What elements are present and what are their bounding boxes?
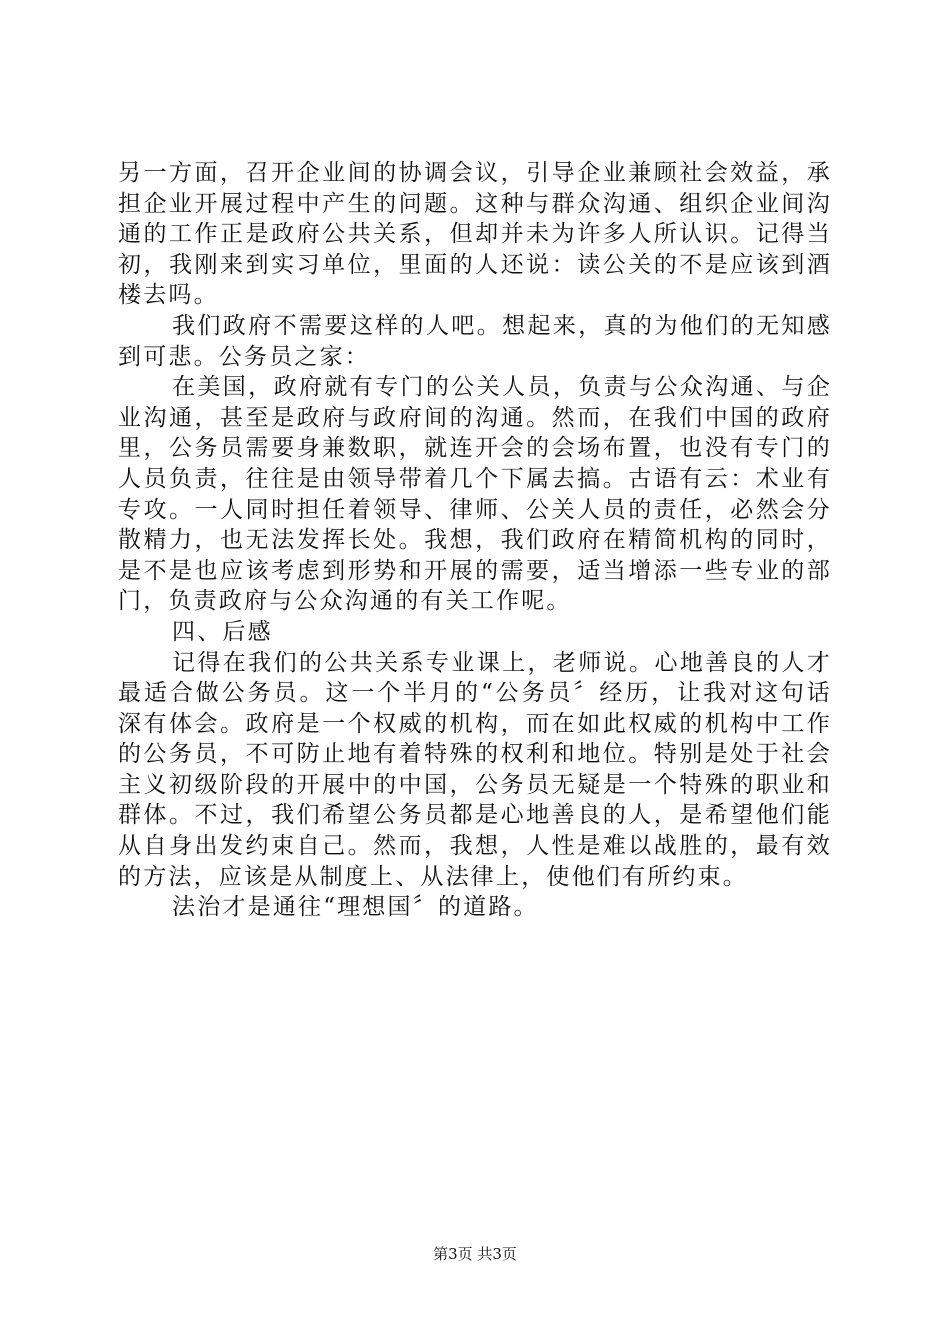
document-body bbox=[118, 158, 832, 923]
paragraph-continuation: 另一方面，召开企业间的协调会议，引导企业兼顾社会效益，承担企业开展过程中产生的问题。这种与群众沟通、组织企业间沟通的工作正是政府公共关系，但却并未为许多人所认识。记得当初，我刚来到实习单位，里面的人还说：读公关的不是应该到酒楼去吗。 bbox=[118, 160, 832, 309]
paragraph: 我们政府不需要这样的人吧。想起来，真的为他们的无知感到可悲。公务员之家： bbox=[118, 312, 832, 370]
paragraph: 记得在我们的公共关系专业课上，老师说。心地善良的人才最适合做公务员。这一个半月的“公务员〞经历，让我对这句话深有体会。政府是一个权威的机构，而在如此权威的机构中工作的公务员，不可防止地有着特殊的权利和地位。特别是处于社会主义初级阶段的开展中的中国，公务员无疑是一个特殊的职业和群体。不过，我们希望公务员都是心地善良的人，是希望他们能从自身出发约束自己。然而，我想，人性是难以战胜的，最有效的方法，应该是从制度上、从法律上，使他们有所约束。 bbox=[118, 649, 832, 890]
section-heading: 四、后感 bbox=[172, 618, 273, 645]
page-number-footer: 第3页 共3页 bbox=[433, 1245, 517, 1263]
paragraph: 在美国，政府就有专门的公关人员，负责与公众沟通、与企业沟通，甚至是政府与政府间的沟通。然而，在我们中国的政府里，公务员需要身兼数职，就连开会的会场布置，也没有专门的人员负责，往往是由领导带着几个下属去搞。古语有云：术业有专攻。一人同时担任着领导、律师、公关人员的责任，必然会分散精力，也无法发挥长处。我想，我们政府在精简机构的同时，是不是也应该考虑到形势和开展的需要，适当增添一些专业的部门，负责政府与公众沟通的有关工作呢。 bbox=[118, 374, 832, 615]
paragraph: 法治才是通往“理想国〞的道路。 bbox=[172, 894, 539, 921]
